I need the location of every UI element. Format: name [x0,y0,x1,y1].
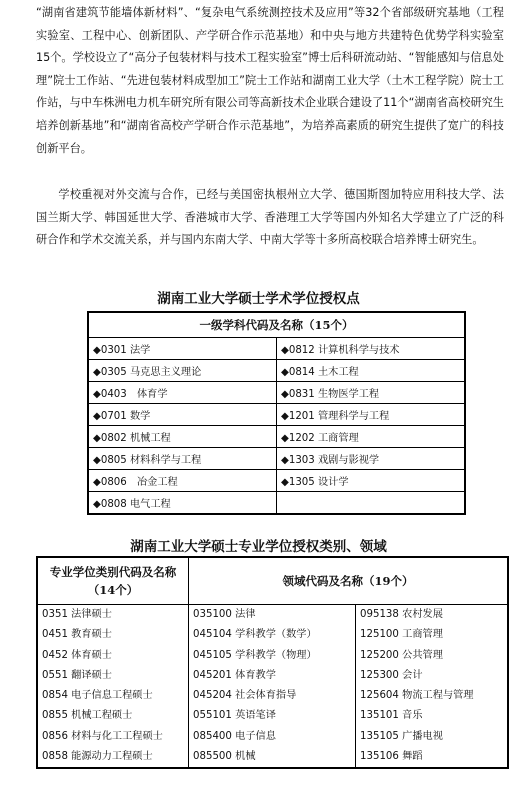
table-cell: ◆0403 体育学 [88,382,277,404]
list-item: 125100 工商管理 [360,629,443,641]
academic-degree-header: 一级学科代码及名称（15个） [88,312,465,338]
table-cell: ◆0812 计算机科学与技术 [277,338,466,360]
table-cell: ◆0301 法学 [88,338,277,360]
list-item: 0451 教育硕士 [42,629,112,641]
professional-category-header: 专业学位类别代码及名称（14个） [37,557,189,605]
table-cell: ◆0831 生物医学工程 [277,382,466,404]
paragraph-research-bases: “湖南省建筑节能墙体新材料”、“复杂电气系统测控技术及应用”等32个省部级研究基地（工程实验室、工程中心、创新团队、产学研合作示范基地）和中央与地方共建特色优势学科实验室15个。学校设立了“高分子包装材料与技术工程实验室”博士后科研流动站、“智能感知与信息处理”院士工作站、“先进包装材料成型加工”院士工作站和湖南工业大学（土木工程学院）院士工作站，与中车株洲电力机车研究所有限公司等高新技术企业联合建设了11个“湖南省高校研究生培养创新基地”和“湖南省高校产学研合作示范基地”，为培养高素质的研究生提供了宽广的科技创新平台。 [36,6,504,155]
table-row [88,360,465,382]
list-item: 135101 音乐 [360,710,423,722]
list-item: 0551 翻译硕士 [42,669,112,681]
table-cell: ◆1303 戏剧与影视学 [277,448,466,470]
list-item: 135106 舞蹈 [360,751,423,763]
table-cell: ◆0701 数学 [88,404,277,426]
table-cell: ◆1305 设计学 [277,470,466,492]
list-item: 085400 电子信息 [193,730,276,742]
table-cell: ◆0805 材料科学与工程 [88,448,277,470]
table-cell: ◆1202 工商管理 [277,426,466,448]
list-item: 0858 能源动力工程硕士 [42,751,153,763]
table-cell [277,492,466,515]
list-item: 0854 电子信息工程硕士 [42,690,153,702]
table-cell: ◆0808 电气工程 [88,492,277,515]
table-row [88,338,465,360]
list-item: 0351 法律硕士 [42,609,112,620]
field-column-b [356,605,509,769]
professional-degree-table [36,556,509,769]
list-item: 085500 机械 [193,751,256,763]
list-item: 045201 体育教学 [193,669,276,681]
list-item: 055101 英语笔译 [193,710,276,722]
academic-degree-table [87,311,466,515]
list-item: 125300 会计 [360,669,423,681]
table-cell: ◆0802 机械工程 [88,426,277,448]
list-item: 125604 物流工程与管理 [360,690,474,702]
list-item: 0452 体育硕士 [42,649,112,661]
paragraph-international-cooperation: 学校重视对外交流与合作，已经与美国密执根州立大学、德国斯图加特应用科技大学、法国兰斯大学、韩国延世大学、香港城市大学、香港理工大学等国内外知名大学建立了广泛的科研合作和学术交流关系，并与国内东南大学、中南大学等十多所高校联合培养博士研究生。 [36,188,504,247]
professional-degree-title: 湖南工业大学硕士专业学位授权类别、领域 [130,539,387,555]
list-item: 125200 公共管理 [360,649,443,661]
list-item: 135105 广播电视 [360,730,443,742]
academic-degree-title: 湖南工业大学硕士学术学位授权点 [157,291,360,307]
list-item: 095138 农村发展 [360,609,443,620]
table-row [88,492,465,515]
list-item: 035100 法律 [193,609,256,620]
table-cell: ◆0305 马克思主义理论 [88,360,277,382]
table-row [88,470,465,492]
field-column-a [189,605,356,769]
list-item: 045105 学科教学（物理） [193,649,317,661]
table-row [88,404,465,426]
list-item: 045204 社会体育指导 [193,690,297,702]
table-cell: ◆0806 冶金工程 [88,470,277,492]
category-column [37,605,189,769]
table-row [88,448,465,470]
list-item: 0855 机械工程硕士 [42,710,133,722]
list-item: 045104 学科教学（数学） [193,629,317,641]
list-item: 0856 材料与化工工程硕士 [42,730,163,742]
table-row [88,426,465,448]
table-row [88,382,465,404]
professional-field-header: 领域代码及名称（19个） [189,557,509,605]
table-cell: ◆1201 管理科学与工程 [277,404,466,426]
table-cell: ◆0814 土木工程 [277,360,466,382]
